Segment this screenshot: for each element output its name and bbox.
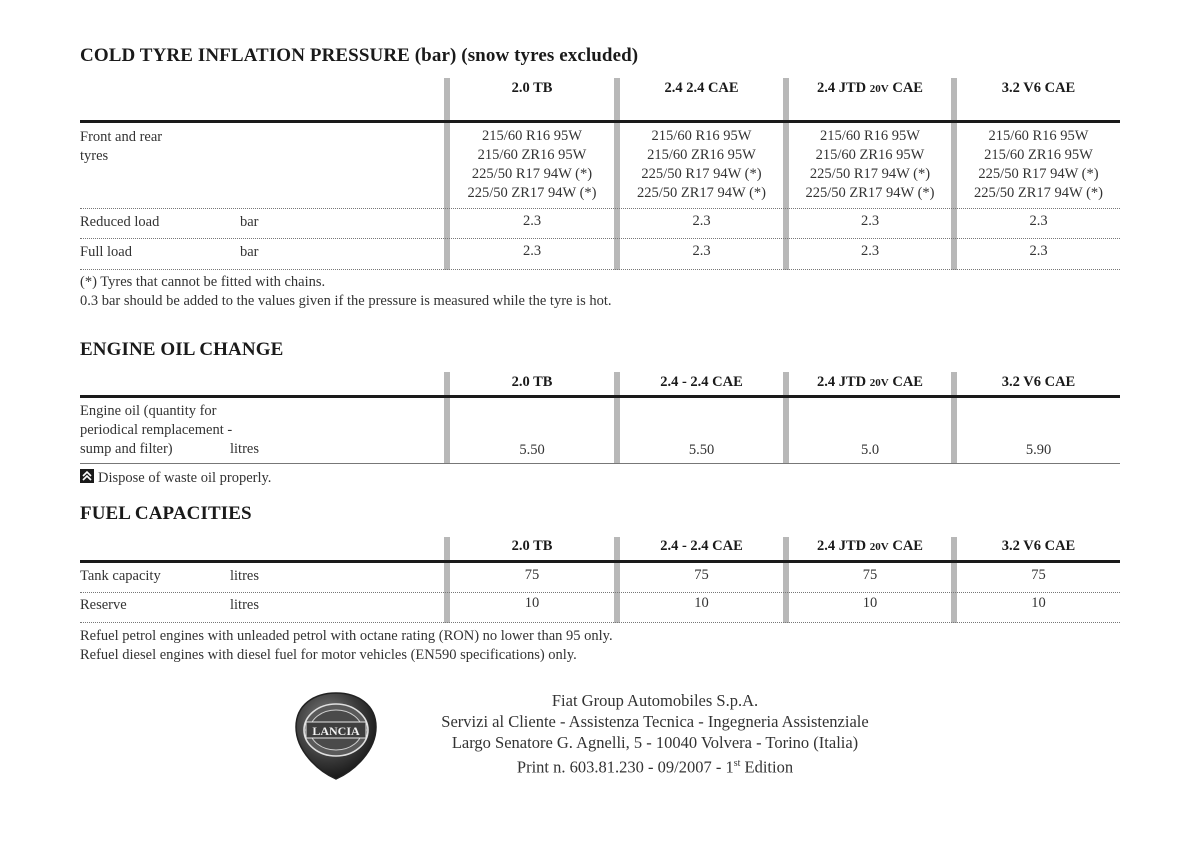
fuel-note-diesel: Refuel diesel engines with diesel fuel for motor vehicles (EN590 specifications) only. xyxy=(80,647,577,663)
col-header-2-0-tb: 2.0 TB xyxy=(511,374,553,390)
header-rule xyxy=(80,120,1120,123)
row-divider xyxy=(80,269,1120,270)
footer-address xyxy=(400,690,910,778)
col-header-2-4: 2.4 - 2.4 CAE xyxy=(660,374,743,390)
col-header-2-0-tb: 2.0 TB xyxy=(511,80,553,96)
fuel-table xyxy=(80,537,1120,623)
footer-company: Fiat Group Automobiles S.p.A. xyxy=(551,691,759,710)
tank-capacity-value: 75 xyxy=(862,567,878,583)
reserve-unit: litres xyxy=(230,597,259,613)
full-load-value: 2.3 xyxy=(692,243,711,259)
tyre-section-title: COLD TYRE INFLATION PRESSURE (bar) (snow tyres excluded) xyxy=(80,45,639,66)
footer-service: Servizi al Cliente - Assistenza Tecnica - Ingegneria Assistenziale xyxy=(441,712,869,731)
oil-label-3: sump and filter) xyxy=(80,441,173,457)
col-header-2-0-tb: 2.0 TB xyxy=(511,538,553,554)
footer-print: Print n. 603.81.230 - 09/2007 - 1st Edition xyxy=(516,757,794,777)
oil-value: 5.50 xyxy=(519,442,545,458)
oil-note xyxy=(80,469,271,488)
full-load-unit: bar xyxy=(240,244,259,260)
col-header-2-4: 2.4 2.4 CAE xyxy=(664,80,739,96)
col-header-3-2-v6: 3.2 V6 CAE xyxy=(1001,538,1076,554)
tank-capacity-label: Tank capacity xyxy=(80,568,161,584)
header-rule xyxy=(80,560,1120,563)
oil-note-text: Dispose of waste oil properly. xyxy=(98,470,272,486)
reserve-value: 10 xyxy=(862,595,878,611)
footer xyxy=(80,688,1120,788)
tank-capacity-value: 75 xyxy=(1031,567,1046,583)
recycle-icon xyxy=(80,469,94,483)
oil-value: 5.50 xyxy=(688,442,715,458)
tyre-table xyxy=(80,78,1120,270)
row-divider xyxy=(80,208,1120,209)
reduced-load-label: Reduced load xyxy=(80,214,160,230)
tank-capacity-value: 75 xyxy=(694,567,709,583)
oil-unit: litres xyxy=(230,441,259,457)
full-load-value: 2.3 xyxy=(860,243,880,259)
footer-address-line: Largo Senatore G. Agnelli, 5 - 10040 Volvera - Torino (Italia) xyxy=(451,733,859,752)
oil-value: 5.90 xyxy=(1025,442,1052,458)
reduced-load-value: 2.3 xyxy=(1029,213,1048,229)
tank-capacity-unit: litres xyxy=(230,568,259,584)
col-header-2-4: 2.4 - 2.4 CAE xyxy=(660,538,743,554)
fuel-note-petrol: Refuel petrol engines with unleaded petrol with octane rating (RON) no lower than 95 only. xyxy=(80,628,613,644)
lancia-logo xyxy=(292,691,380,781)
tyre-note-hot: 0.3 bar should be added to the values given if the pressure is measured while the tyre is hot. xyxy=(80,293,612,309)
col-header-2-4-jtd: 2.4 JTD 20V CAE xyxy=(817,80,923,96)
oil-section-title: ENGINE OIL CHANGE xyxy=(80,339,284,360)
reserve-label: Reserve xyxy=(80,597,127,613)
reduced-load-unit: bar xyxy=(240,214,259,230)
tank-capacity-value: 75 xyxy=(524,567,540,583)
logo-text: LANCIA xyxy=(312,724,360,738)
col-header-2-4-jtd: 2.4 JTD 20V CAE xyxy=(817,374,923,390)
col-header-3-2-v6: 3.2 V6 CAE xyxy=(1001,80,1076,96)
tyre-sizes-2-0-tb: 215/60 R16 95W 215/60 ZR16 95W 225/50 R17 94W (*) 225/50 ZR17 94W (*) xyxy=(467,128,597,201)
oil-value: 5.0 xyxy=(860,442,880,458)
row-divider xyxy=(80,592,1120,593)
tyre-sizes-2-4: 215/60 R16 95W 215/60 ZR16 95W 225/50 R17 94W (*) 225/50 ZR17 94W (*) xyxy=(636,128,766,201)
reduced-load-value: 2.3 xyxy=(692,213,711,229)
oil-label-1: Engine oil (quantity for xyxy=(80,403,217,419)
oil-table xyxy=(80,372,1120,464)
header-rule xyxy=(80,395,1120,398)
reserve-value: 10 xyxy=(524,595,540,611)
tyre-sizes-2-4-jtd: 215/60 R16 95W 215/60 ZR16 95W 225/50 R17 94W (*) 225/50 ZR17 94W (*) xyxy=(805,128,935,201)
reduced-load-value: 2.3 xyxy=(522,213,542,229)
oil-label-2: periodical remplacement - xyxy=(80,422,233,438)
tyre-sizes-3-2-v6: 215/60 R16 95W 215/60 ZR16 95W 225/50 R17 94W (*) 225/50 ZR17 94W (*) xyxy=(973,128,1103,201)
tyre-note-chains: (*) Tyres that cannot be fitted with chains. xyxy=(80,274,326,290)
row-divider xyxy=(80,463,1120,464)
col-header-2-4-jtd: 2.4 JTD 20V CAE xyxy=(817,538,923,554)
row-divider xyxy=(80,622,1120,623)
reduced-load-value: 2.3 xyxy=(860,213,880,229)
col-header-3-2-v6: 3.2 V6 CAE xyxy=(1001,374,1076,390)
page xyxy=(80,0,1120,848)
row-divider xyxy=(80,238,1120,239)
front-rear-label-2: tyres xyxy=(80,148,109,164)
fuel-section-title: FUEL CAPACITIES xyxy=(80,503,252,524)
full-load-value: 2.3 xyxy=(1029,243,1048,259)
full-load-label: Full load xyxy=(80,244,132,260)
front-rear-label: Front and rear xyxy=(80,129,163,145)
reserve-value: 10 xyxy=(1031,595,1046,611)
reserve-value: 10 xyxy=(694,595,709,611)
full-load-value: 2.3 xyxy=(522,243,542,259)
